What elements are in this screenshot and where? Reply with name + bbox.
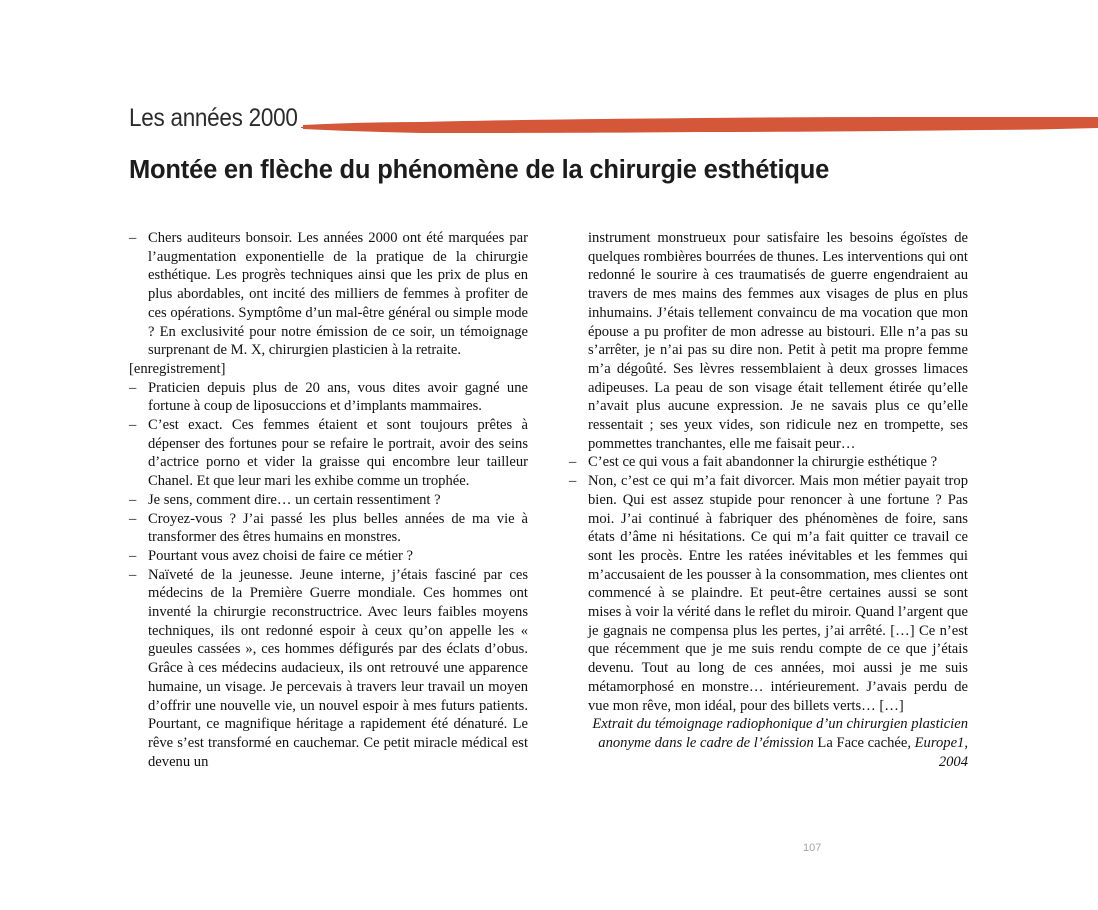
caption-line-2a: anonyme dans le cadre de l’émission [598, 734, 818, 751]
paragraph [569, 472, 968, 715]
paragraph-text: Pourtant vous avez choisi de faire ce métier ? [148, 547, 414, 564]
paragraph [129, 229, 528, 360]
paragraph-text: C’est exact. Ces femmes étaient et sont toujours prêtes à dépenser des fortunes pour se refaire le portrait, avoir des seins d’actrice porno et vider la graisse qui encombre leur tailleur Chanel. Et que leur mari les exhibe comme un trophée. [148, 417, 528, 490]
dialogue-dash: – [129, 379, 137, 396]
dialogue-dash: – [129, 417, 137, 434]
paragraph [129, 566, 528, 772]
paragraph [569, 453, 968, 472]
paragraph-text: Praticien depuis plus de 20 ans, vous dites avoir gagné une fortune à coup de liposuccions et d’implants mammaires. [148, 379, 528, 415]
section-title: Les années 2000 [129, 104, 298, 132]
right-column-body [569, 229, 968, 715]
source-caption [569, 715, 968, 771]
brush-stroke-decoration [301, 114, 1098, 136]
dialogue-dash: – [129, 547, 137, 564]
page-title: Montée en flèche du phénomène de la chirurgie esthétique [129, 156, 830, 184]
paragraph [129, 491, 528, 510]
paragraph-text: [enregistrement] [129, 360, 226, 377]
left-text-column [129, 229, 528, 771]
paragraph [129, 379, 528, 416]
caption-line-2c: , Europe1, 2004 [907, 734, 968, 770]
dialogue-dash: – [129, 230, 137, 246]
paragraph-text: Je sens, comment dire… un certain ressentiment ? [148, 491, 441, 508]
paragraph [129, 416, 528, 491]
paragraph-text: instrument monstrueux pour satisfaire les besoins égoïstes de quelques rombières bourrées de thunes. Les interventions qui ont redonné le sourire à ces traumatisés de guerre engendraient au travers de mes mains des femmes aux visages de plus en plus inhumains. J’étais tellement convaincu de ma vocation que mon épouse a pu profiter de mon adresse au bistouri. Elle n’a pas su s’arrêter, je n’ai pas su dire non. Petit à petit ma propre femme m’a dégoûté. Ses lèvres ressemblaient à deux grosses limaces adipeuses. La peau de son visage était tellement étirée qu’elle n’avait plus aucune expression. Je ne savais plus ce qu’elle ressentait ; ses yeux vides, son ridicule nez en trompette, ses pommettes tranchantes, elle me faisait peur… [588, 230, 968, 452]
paragraph-text: Naïveté de la jeunesse. Jeune interne, j’étais fasciné par ces médecins de la Première Guerre mondiale. Ces hommes ont inventé la chirurgie reconstructrice. Avec leurs faibles moyens techniques, ils ont redonné espoir à ceux qu’on appelle les « gueules cassées », ces hommes défigurés par des éclats d’obus. Grâce à ces médecins audacieux, ils ont retrouvé une apparence humaine, un visage. Je percevais à travers leur travail un moyen d’offrir une nouvelle vie, un nouvel espoir à mes futurs patients. Pourtant, ce magnifique héritage a rapidement été dénaturé. Le rêve s’est transformé en cauchemar. Ce petit miracle médical est devenu un [148, 566, 528, 770]
paragraph [569, 229, 968, 453]
section-header [129, 102, 1098, 142]
caption-line-1: Extrait du témoignage radiophonique d’un chirurgien plasticien [592, 716, 968, 733]
right-text-column [569, 229, 968, 771]
paragraph-text: Chers auditeurs bonsoir. Les années 2000 ont été marquées par l’augmentation exponentielle de la pratique de la chirurgie esthétique. Les progrès techniques ainsi que les prix de plus en plus abordables, ont incité des milliers de femmes à profiter de ces opérations. Symptôme d’un mal-être général ou simple mode ? En exclusivité pour notre émission de ce soir, un témoignage surprenant de M. X, chirurgien plasticien à la retraite. [148, 230, 528, 359]
paragraph [129, 510, 528, 547]
paragraph-text: C’est ce qui vous a fait abandonner la chirurgie esthétique ? [588, 454, 938, 471]
dialogue-dash: – [569, 454, 577, 471]
dialogue-dash: – [569, 473, 577, 490]
paragraph-text: Non, c’est ce qui m’a fait divorcer. Mais mon métier payait trop bien. Qui est assez stupide pour renoncer à une fortune ? Pas moi. J’ai continué à fabriquer des phénomènes de foire, sans états d’âme ni hésitations. Ce qui m’a fait quitter ce travail ce sont les procès. Entre les ratées inévitables et les femmes qui m’accusaient de les pousser à la consommation, mes clientes ont commencé à se plaindre. Et peut-être certaines aussi se sont mises à voir la vérité dans le reflet du miroir. Quand l’argent que je gagnais ne compensa plus les pertes, j’ai arrêté. […] Ce n’est que récemment que je me suis rendu compte de ce que j’étais devenu. Tout au long de ces années, moi aussi je me suis métamorphosé en monstre… intérieurement. J’avais perdu de vue mon rêve, mon idéal, pour des billets verts… […] [588, 473, 968, 714]
paragraph [129, 360, 528, 379]
dialogue-dash: – [129, 510, 137, 527]
dialogue-dash: – [129, 491, 137, 508]
caption-show-name: La Face cachée [817, 734, 908, 751]
page-number: 107 [803, 842, 822, 854]
paragraph-text: Croyez-vous ? J’ai passé les plus belles années de ma vie à transformer des êtres humains en monstres. [148, 510, 528, 546]
dialogue-dash: – [129, 566, 137, 583]
paragraph [129, 547, 528, 566]
